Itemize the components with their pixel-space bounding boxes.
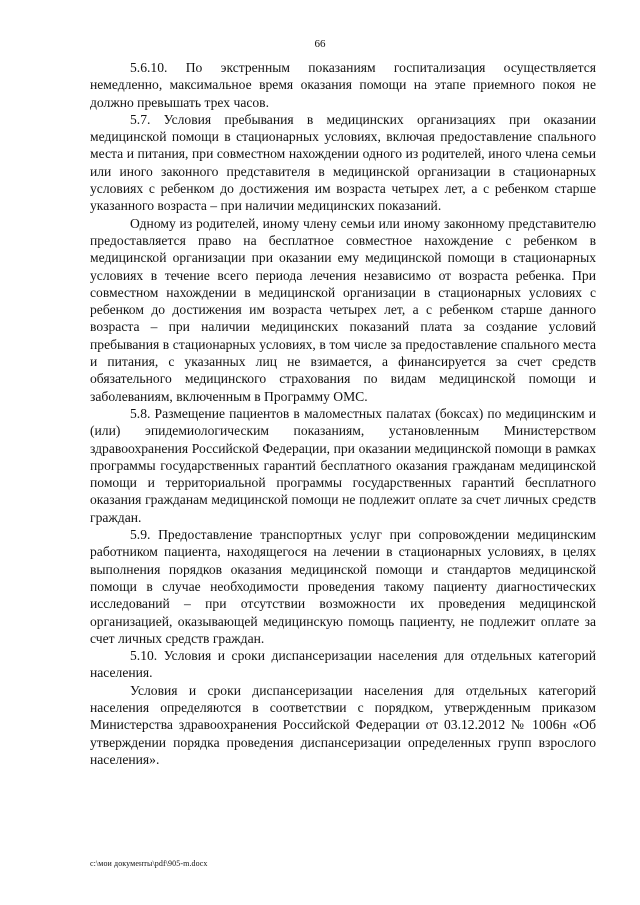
- paragraph-5-10: 5.10. Условия и сроки диспансеризации населения для отдельных категорий населения.: [90, 648, 596, 681]
- paragraph-5-10-conditions: Условия и сроки диспансеризации населения для отдельных категорий населения определяются в соответствии с порядком, утвержденным приказом Министерства здравоохранения Российской Федерации от 03.12.2012 № 1006н «Об утверждении порядка проведения диспансеризации определенных групп взрослого населения».: [90, 682, 596, 767]
- paragraph-5-6-10: 5.6.10. По экстренным показаниям госпитализация осуществляется немедленно, максимальное время оказания помощи на этапе приемного покоя не должно превышать трех часов.: [90, 60, 596, 110]
- footer-file-path: c:\мои документы\pdf\905-m.docx: [90, 859, 208, 868]
- paragraph-5-7: 5.7. Условия пребывания в медицинских организациях при оказании медицинской помощи в стационарных условиях, включая предоставление спального места и питания, при совместном нахождении одного из родителей, иного члена семьи или иного законного представителя в медицинской организации в стационарных условиях с ребенком до достижения им возраста четырех лет, а с ребенком старше указанного возраста – при наличии медицинских показаний.: [90, 111, 596, 214]
- paragraph-5-7-cohabitation: Одному из родителей, иному члену семьи или иному законному представителю предоставляется право на бесплатное совместное нахождение с ребенком в медицинской организации при оказании ему медицинской помощи в стационарных условиях в течение всего периода лечения независимо от возраста ребенка. При совместном нахождении в медицинской организации в стационарных условиях с ребенком до достижения им возраста четырех лет, а с ребенком старше данного возраста – при наличии медицинских показаний плата за создание условий пребывания в стационарных условиях, в том числе за предоставление спального места и питания, с указанных лиц не взимается, а финансируется за счет средств обязательного медицинского страхования по видам медицинской помощи и заболеваниям, включенным в Программу ОМС.: [90, 215, 596, 404]
- document-body: [90, 59, 596, 768]
- paragraph-5-8: 5.8. Размещение пациентов в маломестных палатах (боксах) по медицинским и (или) эпидемиологическим показаниям, установленным Министерством здравоохранения Российской Федерации, при оказании медицинской помощи в рамках программы государственных гарантий бесплатного оказания гражданам медицинской помощи и территориальной программы государственных гарантий бесплатного оказания гражданам медицинской помощи не подлежит оплате за счет личных средств граждан.: [90, 405, 596, 525]
- page-number: 66: [314, 38, 326, 50]
- paragraph-5-9: 5.9. Предоставление транспортных услуг при сопровождении медицинским работником пациента, находящегося на лечении в стационарных условиях, в целях выполнения порядков оказания медицинской помощи и стандартов медицинской помощи в случае необходимости проведения такому пациенту диагностических исследований – при отсутствии возможности их проведения медицинской организацией, оказывающей медицинскую помощь пациенту, не подлежит оплате за счет личных средств граждан.: [90, 527, 596, 646]
